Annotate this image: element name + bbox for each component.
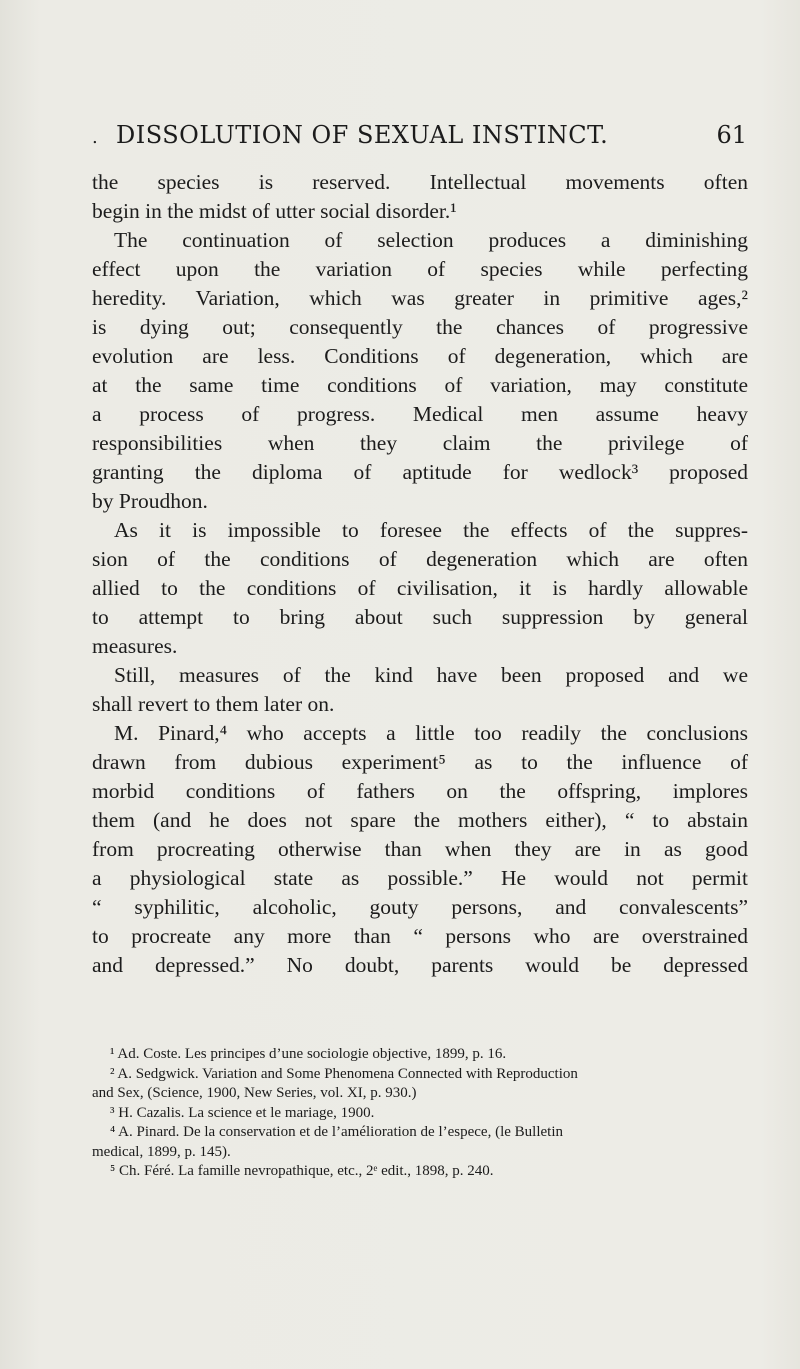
body-text	[92, 168, 748, 980]
text-line: the species is reserved. Intellectual movements often	[92, 170, 748, 194]
footnotes	[92, 1045, 748, 1182]
footnote-line: and Sex, (Science, 1900, New Series, vol. XI, p. 930.)	[92, 1085, 417, 1101]
text-line: The continuation of selection produces a diminishing	[114, 228, 748, 252]
text-line: begin in the midst of utter social disorder.¹	[92, 199, 457, 223]
text-line: effect upon the variation of species while perfecting	[92, 257, 748, 281]
text-line: allied to the conditions of civilisation, it is hardly allowable	[92, 576, 748, 600]
text-line: responsibilities when they claim the privilege of	[92, 431, 748, 455]
text-line: Still, measures of the kind have been proposed and we	[114, 663, 748, 687]
text-line: sion of the conditions of degeneration which are often	[92, 547, 748, 571]
text-line: a physiological state as possible.” He would not permit	[92, 866, 748, 890]
footnote-line: ³ H. Cazalis. La science et le mariage, 1900.	[110, 1104, 375, 1121]
text-line: is dying out; consequently the chances of progressive	[92, 315, 748, 339]
text-line: “ syphilitic, alcoholic, gouty persons, and convalescents”	[92, 895, 748, 919]
text-line: evolution are less. Conditions of degeneration, which are	[92, 344, 748, 368]
text-line: measures.	[92, 634, 178, 658]
running-head-title: DISSOLUTION OF SEXUAL INSTINCT.	[116, 121, 609, 149]
footnote-line: ² A. Sedgwick. Variation and Some Phenomena Connected with Reproduction	[110, 1065, 578, 1082]
text-line: and depressed.” No doubt, parents would be depressed	[92, 953, 748, 977]
running-head	[92, 121, 747, 155]
footnote-line: ⁵ Ch. Féré. La famille nevropathique, etc., 2ᵉ edit., 1898, p. 240.	[110, 1163, 494, 1179]
text-line: M. Pinard,⁴ who accepts a little too readily the conclusions	[114, 721, 748, 745]
text-line: shall revert to them later on.	[92, 692, 335, 716]
text-line: morbid conditions of fathers on the offspring, implores	[92, 779, 748, 803]
text-line: heredity. Variation, which was greater in primitive ages,²	[92, 286, 748, 310]
running-head-mark: .	[92, 127, 98, 148]
text-line: drawn from dubious experiment⁵ as to the influence of	[92, 750, 748, 774]
text-line: to procreate any more than “ persons who are overstrained	[92, 924, 748, 948]
footnote-line: medical, 1899, p. 145).	[92, 1143, 231, 1160]
page-number: 61	[716, 121, 747, 149]
footnote-line: ⁴ A. Pinard. De la conservation et de l’amélioration de l’espece, (le Bulletin	[110, 1124, 563, 1140]
text-line: a process of progress. Medical men assume heavy	[92, 402, 748, 426]
text-line: to attempt to bring about such suppression by general	[92, 605, 748, 629]
text-line: by Proudhon.	[92, 489, 208, 513]
text-line: As it is impossible to foresee the effects of the suppres-	[114, 518, 748, 542]
text-line: at the same time conditions of variation, may constitute	[92, 373, 748, 397]
text-line: from procreating otherwise than when they are in as good	[92, 837, 748, 861]
text-line: them (and he does not spare the mothers either), “ to abstain	[92, 808, 748, 832]
footnote-line: ¹ Ad. Coste. Les principes d’une sociologie objective, 1899, p. 16.	[110, 1046, 507, 1062]
text-line: granting the diploma of aptitude for wedlock³ proposed	[92, 460, 748, 484]
